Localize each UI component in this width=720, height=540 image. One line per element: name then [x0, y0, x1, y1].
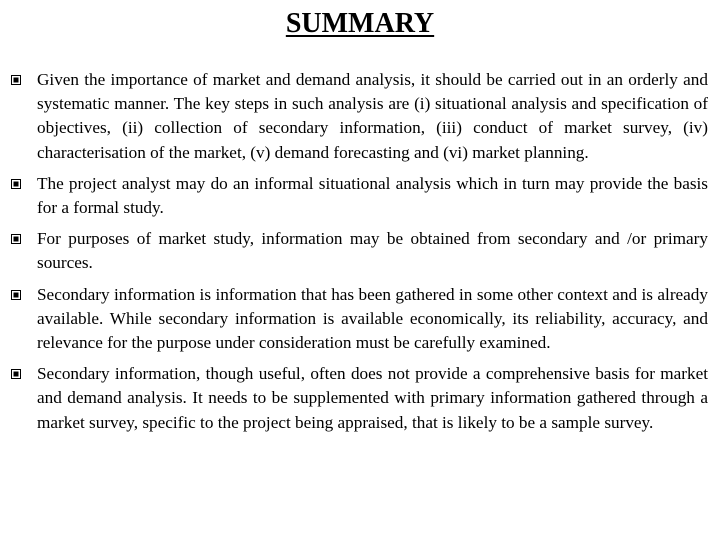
- square-bullet-icon: [11, 369, 21, 379]
- bullet-item: [0, 283, 720, 356]
- square-bullet-icon: [11, 75, 21, 85]
- bullet-item: [0, 227, 720, 275]
- bullet-item: [0, 362, 720, 435]
- bullet-item: [0, 68, 720, 165]
- bullet-text: For purposes of market study, information may be obtained from secondary and /or primary sources.: [37, 229, 708, 273]
- square-bullet-icon: [11, 234, 21, 244]
- bullet-list: [0, 68, 720, 435]
- page-title: [0, 7, 720, 41]
- square-bullet-icon: [11, 290, 21, 300]
- bullet-text: Secondary information is information that has been gathered in some other context and is already available. While secondary information is available economically, its reliability, accuracy, and relevance for the purpose under consideration must be carefully examined.: [37, 284, 708, 353]
- square-bullet-icon: [11, 179, 21, 189]
- page-title-text: SUMMARY: [285, 8, 435, 39]
- bullet-text: The project analyst may do an informal situational analysis which in turn may provide the basis for a formal study.: [37, 173, 708, 218]
- bullet-item: [0, 172, 720, 220]
- bullet-text: Given the importance of market and demand analysis, it should be carried out in an orderly and systematic manner. The key steps in such analysis are (i) situational analysis and specification of objectives, (ii) collection of secondary information, (iii) conduct of market survey, (iv) characterisation of the market, (v) demand forecasting and (vi) market planning.: [37, 70, 708, 162]
- bullet-text: Secondary information, though useful, often does not provide a comprehensive basis for market and demand analysis. It needs to be supplemented with primary information gathered through a market survey, specific to the project being appraised, that is likely to be a sample survey.: [37, 364, 708, 432]
